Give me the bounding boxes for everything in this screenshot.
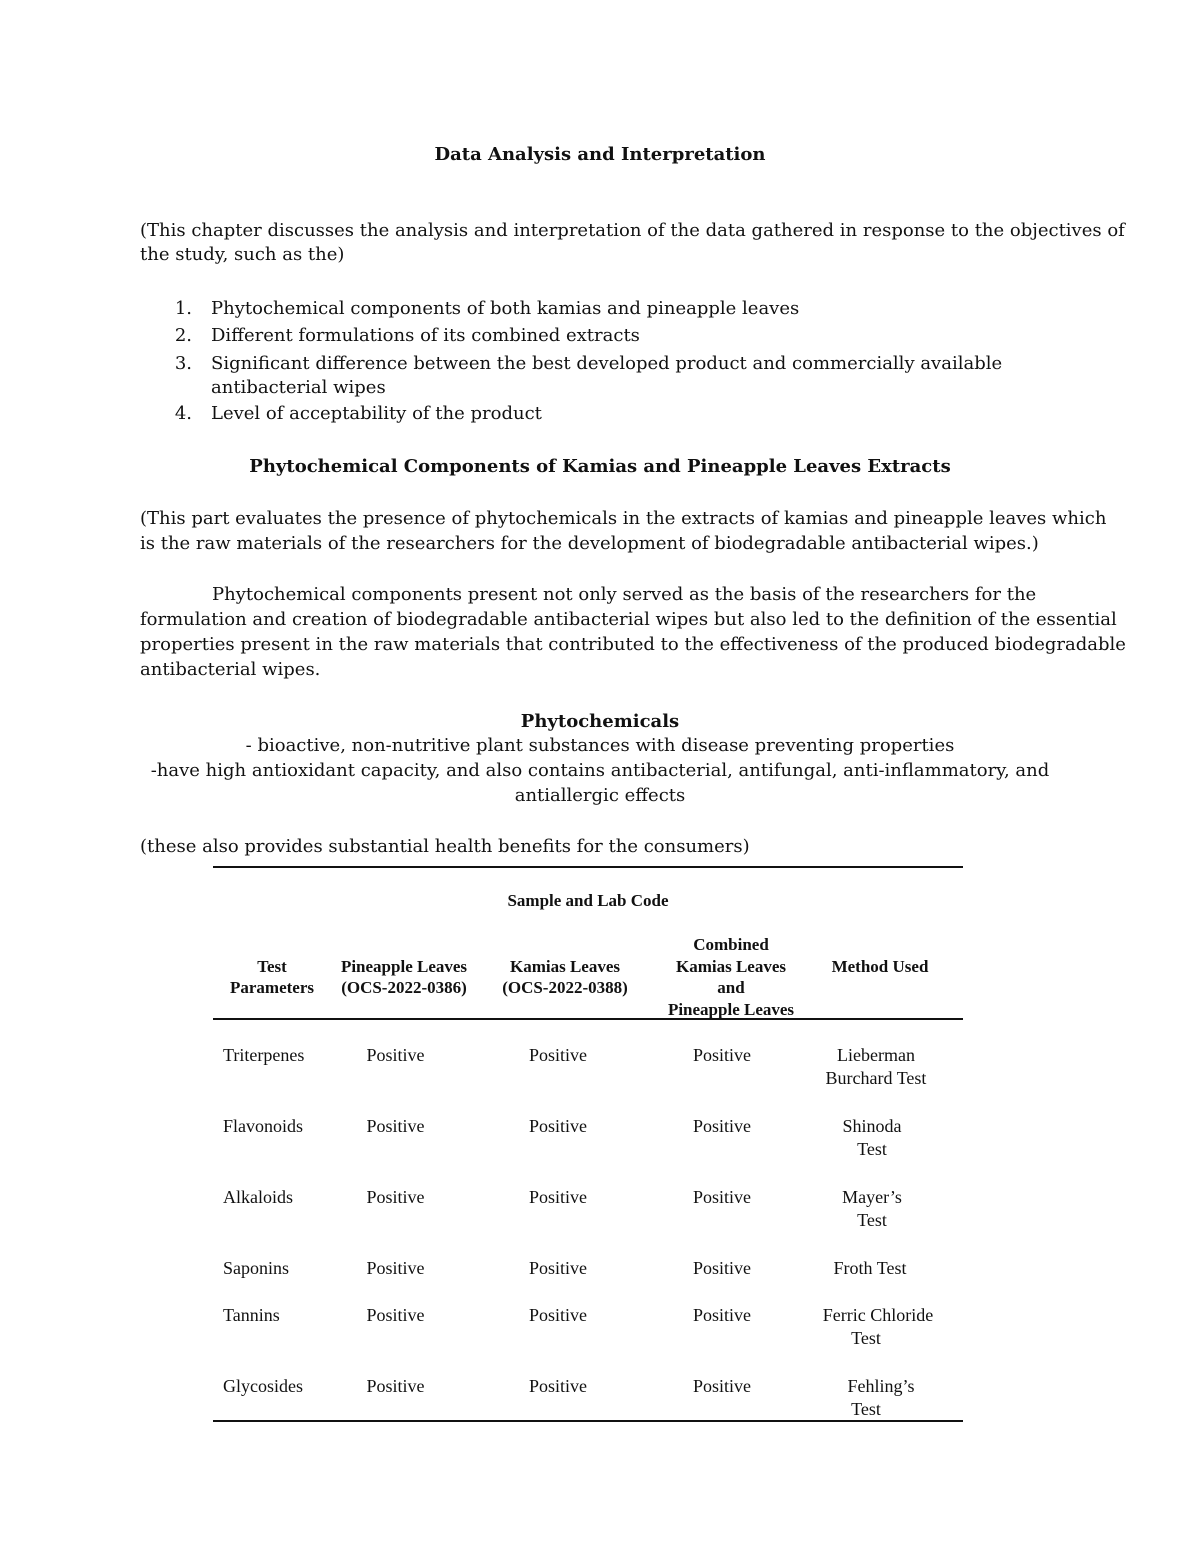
test-parameter-cell: Glycosides [223,1376,303,1396]
test-parameter-cell: Flavonoids [223,1116,304,1136]
body-line-1: Phytochemical components present not only served as the basis of the researchers for the [212,584,1037,605]
method-cell: Shinoda [842,1116,902,1136]
table-top-rule [213,866,963,868]
method-cell: Lieberman [837,1045,915,1065]
method-cell: Test [857,1210,887,1230]
consumer-note: (these also provides substantial health benefits for the consumers) [140,836,750,857]
section-heading: Phytochemical Components of Kamias and Pineapple Leaves Extracts [249,456,951,477]
list-number: 4. [174,403,192,424]
combined-result-cell: Positive [692,1305,751,1325]
kamias-result-cell: Positive [528,1116,587,1136]
body-line-3: properties present in the raw materials that contributed to the effectiveness of the produced biodegradable [140,634,1126,655]
table-bottom-rule [213,1420,963,1422]
test-parameter-cell: Triterpenes [223,1045,305,1065]
list-text: Level of acceptability of the product [211,403,542,424]
combined-result-cell: Positive [692,1258,751,1278]
method-cell: Burchard Test [825,1068,927,1088]
method-cell: Test [857,1139,887,1159]
test-parameter-cell: Alkaloids [223,1187,293,1207]
test-parameter-cell: Saponins [223,1258,290,1278]
pineapple-result-cell: Positive [366,1376,425,1396]
kamias-result-cell: Positive [528,1376,587,1396]
test-parameter-cell: Tannins [223,1305,280,1325]
phytochemical-table: Sample and Lab Code Test Parameters Pineapple Leaves (OCS-2022-0386) Kamias Leaves (OCS-2022-0388) Combined Kamias Leaves and Pineapple Leaves Method Used Triterpenes Positive Positive Positive Lieberman Burchard Test Flavonoids Positive Positive Positive Shinoda Test Alkaloids Positive Positive Positive Mayer’s Test Saponins Positive Positive Positive Froth Test Tannins Positive Positive Positive Ferric Chloride Test Glycosides Positive Positive Positive Fehling’s Test [213,866,963,1422]
method-cell: Test [851,1328,881,1348]
list-text: Phytochemical components of both kamias and pineapple leaves [211,298,800,319]
pineapple-result-cell: Positive [366,1116,425,1136]
body-line-4: antibacterial wipes. [140,659,321,680]
kamias-result-cell: Positive [528,1305,587,1325]
definition-line-1: - bioactive, non-nutritive plant substances with disease preventing properties [245,735,955,756]
pineapple-result-cell: Positive [366,1187,425,1207]
kamias-result-cell: Positive [528,1187,587,1207]
section-intro-line-1: (This part evaluates the presence of phytochemicals in the extracts of kamias and pineapple leaves which [140,508,1107,529]
kamias-result-cell: Positive [528,1258,587,1278]
intro-line-2: the study, such as the) [140,244,345,265]
section-intro-line-2: is the raw materials of the researchers for the development of biodegradable antibacterial wipes.) [140,533,1039,554]
method-cell: Froth Test [833,1258,907,1278]
combined-result-cell: Positive [692,1116,751,1136]
pineapple-result-cell: Positive [366,1305,425,1325]
pineapple-result-cell: Positive [366,1258,425,1278]
definition-term: Phytochemicals [520,711,680,732]
method-cell: Ferric Chloride [822,1305,934,1325]
method-cell: Test [851,1399,881,1419]
method-cell: Fehling’s [847,1376,915,1396]
combined-result-cell: Positive [692,1045,751,1065]
list-text: antibacterial wipes [211,377,386,398]
intro-line-1: (This chapter discusses the analysis and interpretation of the data gathered in response to the objectives of [140,220,1125,241]
list-text: Significant difference between the best developed product and commercially available [211,353,1003,374]
definition-line-2: -have high antioxidant capacity, and also contains antibacterial, antifungal, anti-inflammatory, and [150,760,1050,781]
table-group-header: Sample and Lab Code [507,891,669,910]
definition-line-3: antiallergic effects [514,785,686,806]
body-line-2: formulation and creation of biodegradable antibacterial wipes but also led to the definition of the essential [140,609,1117,630]
list-text: Different formulations of its combined extracts [211,325,640,346]
list-number: 3. [174,353,192,374]
list-number: 1. [174,298,192,319]
page-title: Data Analysis and Interpretation [434,144,766,165]
combined-result-cell: Positive [692,1376,751,1396]
method-cell: Mayer’s [842,1187,902,1207]
combined-result-cell: Positive [692,1187,751,1207]
kamias-result-cell: Positive [528,1045,587,1065]
table-header-rule [213,1018,963,1020]
list-number: 2. [174,325,192,346]
pineapple-result-cell: Positive [366,1045,425,1065]
